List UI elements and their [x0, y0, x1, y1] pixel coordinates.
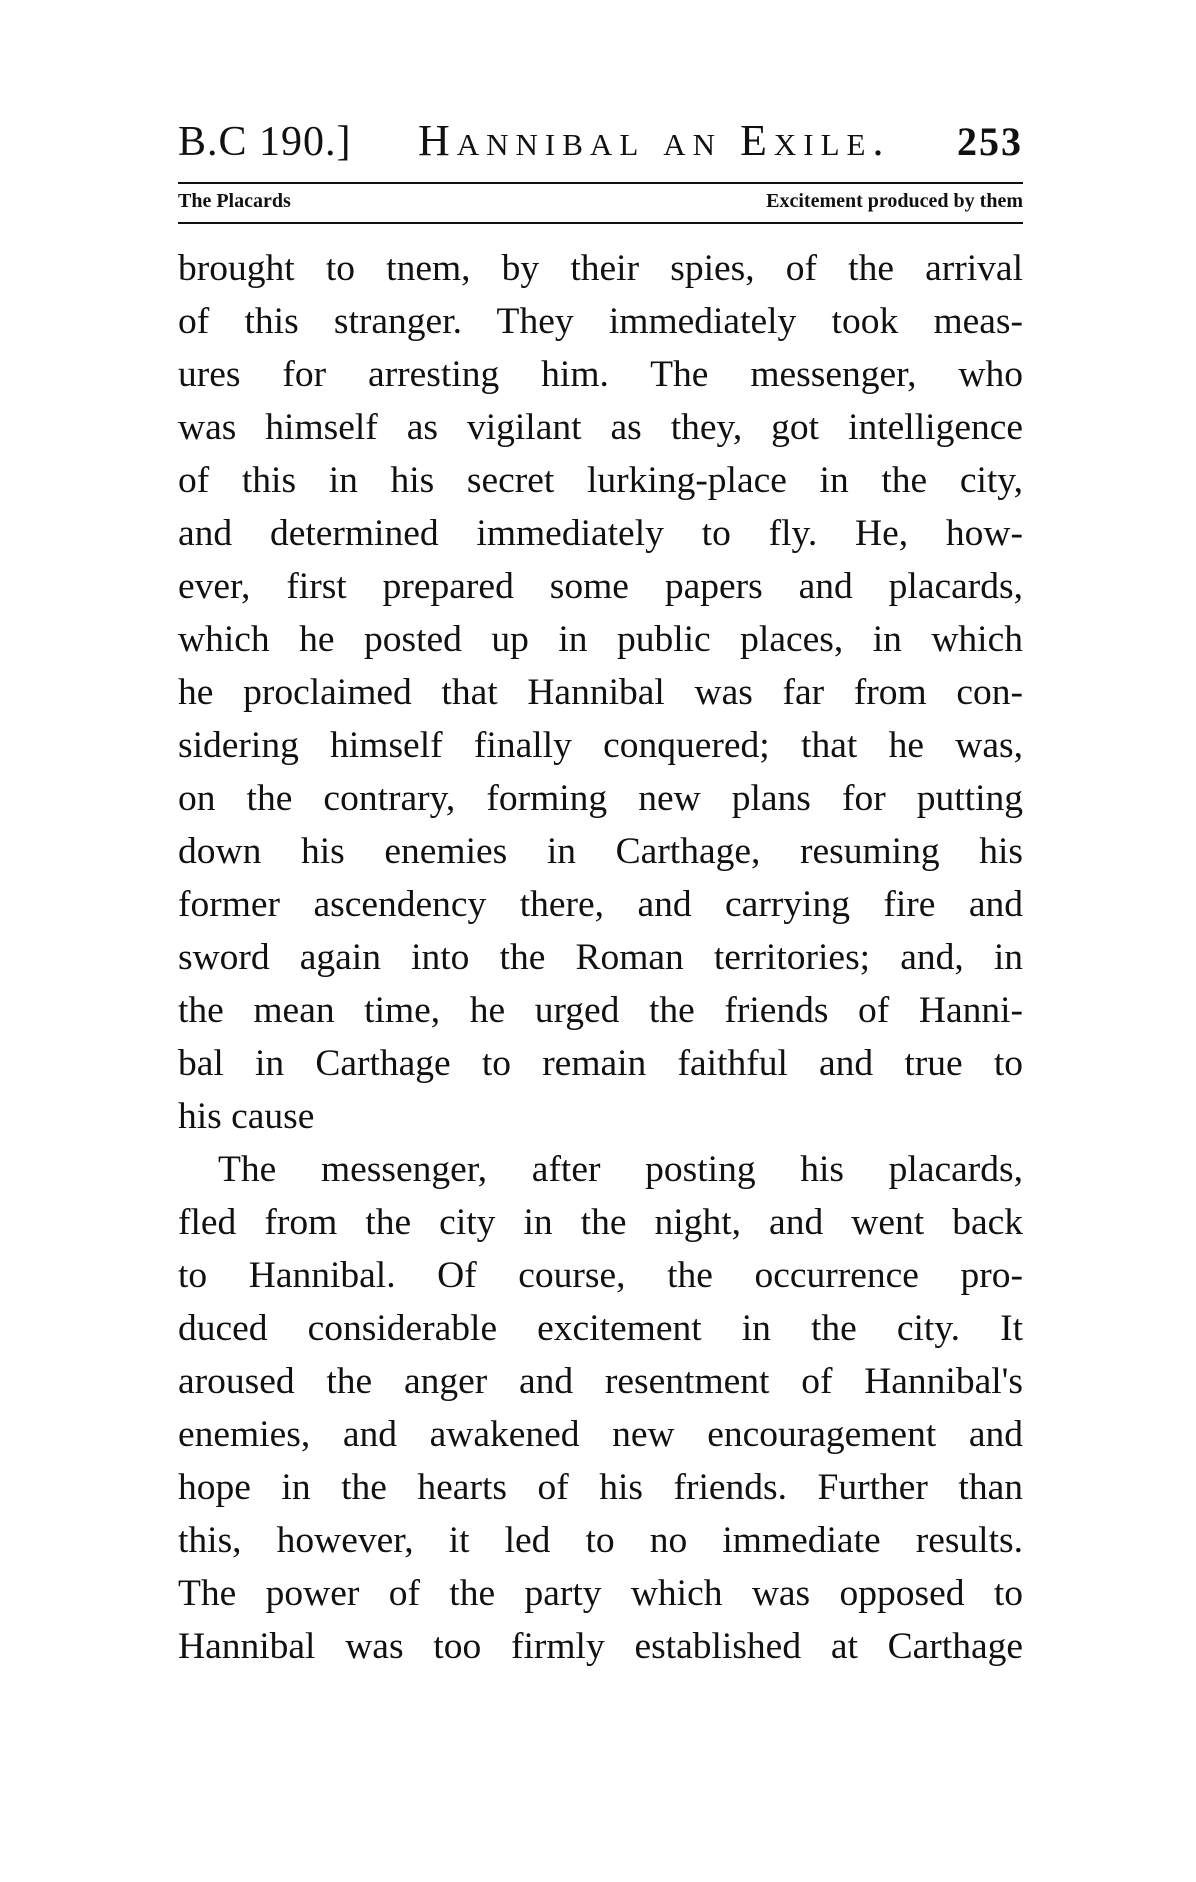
text-line: bal in Carthage to remain faithful and true to	[178, 1043, 1023, 1084]
text-line: enemies, and awakened new encouragement and	[178, 1414, 1023, 1455]
sub-head-left: The Placards	[178, 190, 291, 212]
text-line: of this in his secret lurking-place in the city,	[178, 460, 1023, 501]
running-head-date: B.C 190.]	[178, 119, 352, 165]
text-line: this, however, it led to no immediate results.	[178, 1520, 1023, 1561]
body-text	[178, 242, 1023, 1673]
text-line: brought to tnem, by their spies, of the arrival	[178, 248, 1023, 289]
text-line: sidering himself finally conquered; that he was,	[178, 725, 1023, 766]
running-head-title: Hannibal an Exile.	[418, 116, 891, 165]
text-line: the mean time, he urged the friends of Hanni-	[178, 990, 1023, 1031]
text-line: ures for arresting him. The messenger, who	[178, 354, 1023, 395]
page-number: 253	[956, 119, 1023, 164]
text-line: to Hannibal. Of course, the occurrence pro-	[178, 1255, 1023, 1296]
text-line: former ascendency there, and carrying fire and	[178, 884, 1023, 925]
text-line: aroused the anger and resentment of Hannibal's	[178, 1361, 1023, 1402]
text-line: down his enemies in Carthage, resuming his	[178, 831, 1023, 872]
text-line: he proclaimed that Hannibal was far from con-	[178, 672, 1023, 713]
text-line: Hannibal was too firmly established at Carthage	[178, 1626, 1023, 1667]
text-line: his cause	[178, 1096, 315, 1137]
text-line: The power of the party which was opposed to	[178, 1573, 1023, 1614]
sub-head	[178, 184, 1023, 218]
text-line: duced considerable excitement in the city. It	[178, 1308, 1023, 1349]
text-line: ever, first prepared some papers and placards,	[178, 566, 1023, 607]
text-line: was himself as vigilant as they, got intelligence	[178, 407, 1023, 448]
book-page	[178, 110, 1023, 1673]
header-rule-bottom	[178, 222, 1023, 224]
text-line: and determined immediately to fly. He, how-	[178, 513, 1023, 554]
text-line: of this stranger. They immediately took meas-	[178, 301, 1023, 342]
text-line: which he posted up in public places, in which	[178, 619, 1023, 660]
text-line: hope in the hearts of his friends. Further than	[178, 1467, 1023, 1508]
sub-head-right: Excitement produced by them	[766, 190, 1023, 212]
text-line: sword again into the Roman territories; and, in	[178, 937, 1023, 978]
text-line: on the contrary, forming new plans for putting	[178, 778, 1023, 819]
text-line: fled from the city in the night, and went back	[178, 1202, 1023, 1243]
running-head	[178, 110, 1023, 172]
text-line: The messenger, after posting his placards,	[218, 1149, 1023, 1190]
